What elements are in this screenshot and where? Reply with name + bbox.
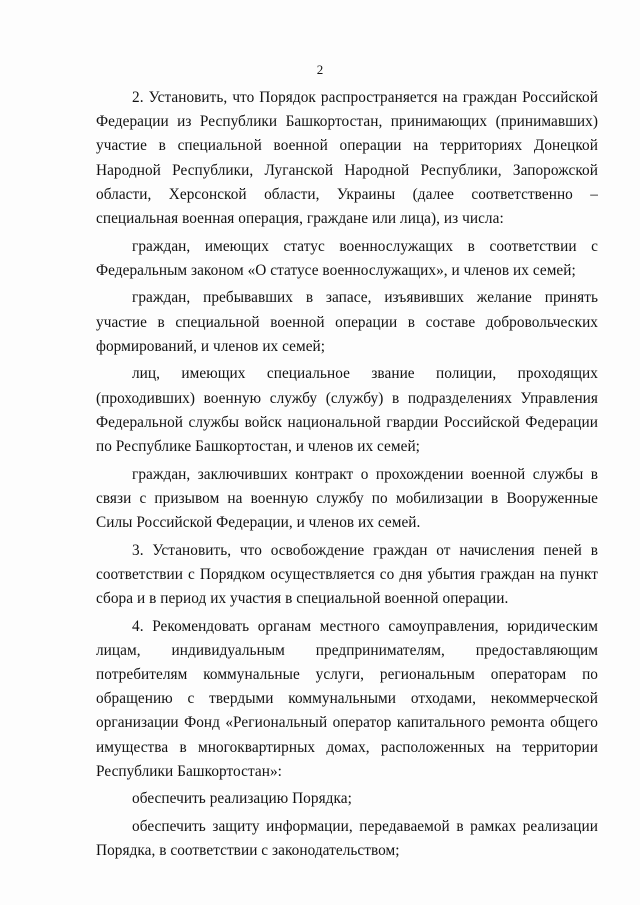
paragraph-ensure-implementation: обеспечить реализацию Порядка; xyxy=(132,790,352,808)
paragraph-mobilized: граждан, заключивших контракт о прохождении военной службы в связи с призывом на военную службу по мобилизации в Вооруженные Силы Российской Федерации, и членов их семей. xyxy=(96,465,598,532)
paragraph-ensure-protection: обеспечить защиту информации, передаваемой в рамках реализации Порядка, в соответствии с законодательством; xyxy=(96,818,598,860)
paragraph-item-2: 2. Установить, что Порядок распространяется на граждан Российской Федерации из Республики Башкортостан, принимающих (принимавших) участие в специальной военной операции на территориях Донецкой Народной Республики, Луганской Народной Республики, Запорожской области, Херсонской области, Украины (далее соответственно – специальная военная операция, граждане или лица), из числа: xyxy=(96,89,598,228)
paragraph-item-4: 4. Рекомендовать органам местного самоуправления, юридическим лицам, индивидуальным предпринимателям, предоставляющим потребителям коммунальные услуги, региональным операторам по обращению с твердыми коммунальными отходами, некоммерческой организации Фонд «Региональный оператор капитального ремонта общего имущества в многоквартирных домах, расположенных на территории Республики Башкортостан»: xyxy=(96,617,598,780)
page-number: 2 xyxy=(316,62,324,77)
paragraph-reserve-volunteers: граждан, пребывавших в запасе, изъявивших желание принять участие в специальной военной операции в составе добровольческих формирований, и членов их семей; xyxy=(96,289,598,355)
paragraph-police-guard: лиц, имеющих специальное звание полиции, проходящих (проходивших) военную службу (службу) в подразделениях Управления Федеральной службы войск национальной гвардии Российской Федерации по Республике Башкортостан, и членов их семей; xyxy=(96,365,598,456)
paragraph-military-personnel: граждан, имеющих статус военнослужащих в соответствии с Федеральным законом «О статусе военнослужащих», и членов их семей; xyxy=(96,237,598,279)
document-body xyxy=(96,86,598,863)
paragraph-item-3: 3. Установить, что освобождение граждан от начисления пеней в соответствии с Порядком осуществляется со дня убытия граждан на пункт сбора и в период их участия в специальной военной операции. xyxy=(96,541,598,608)
